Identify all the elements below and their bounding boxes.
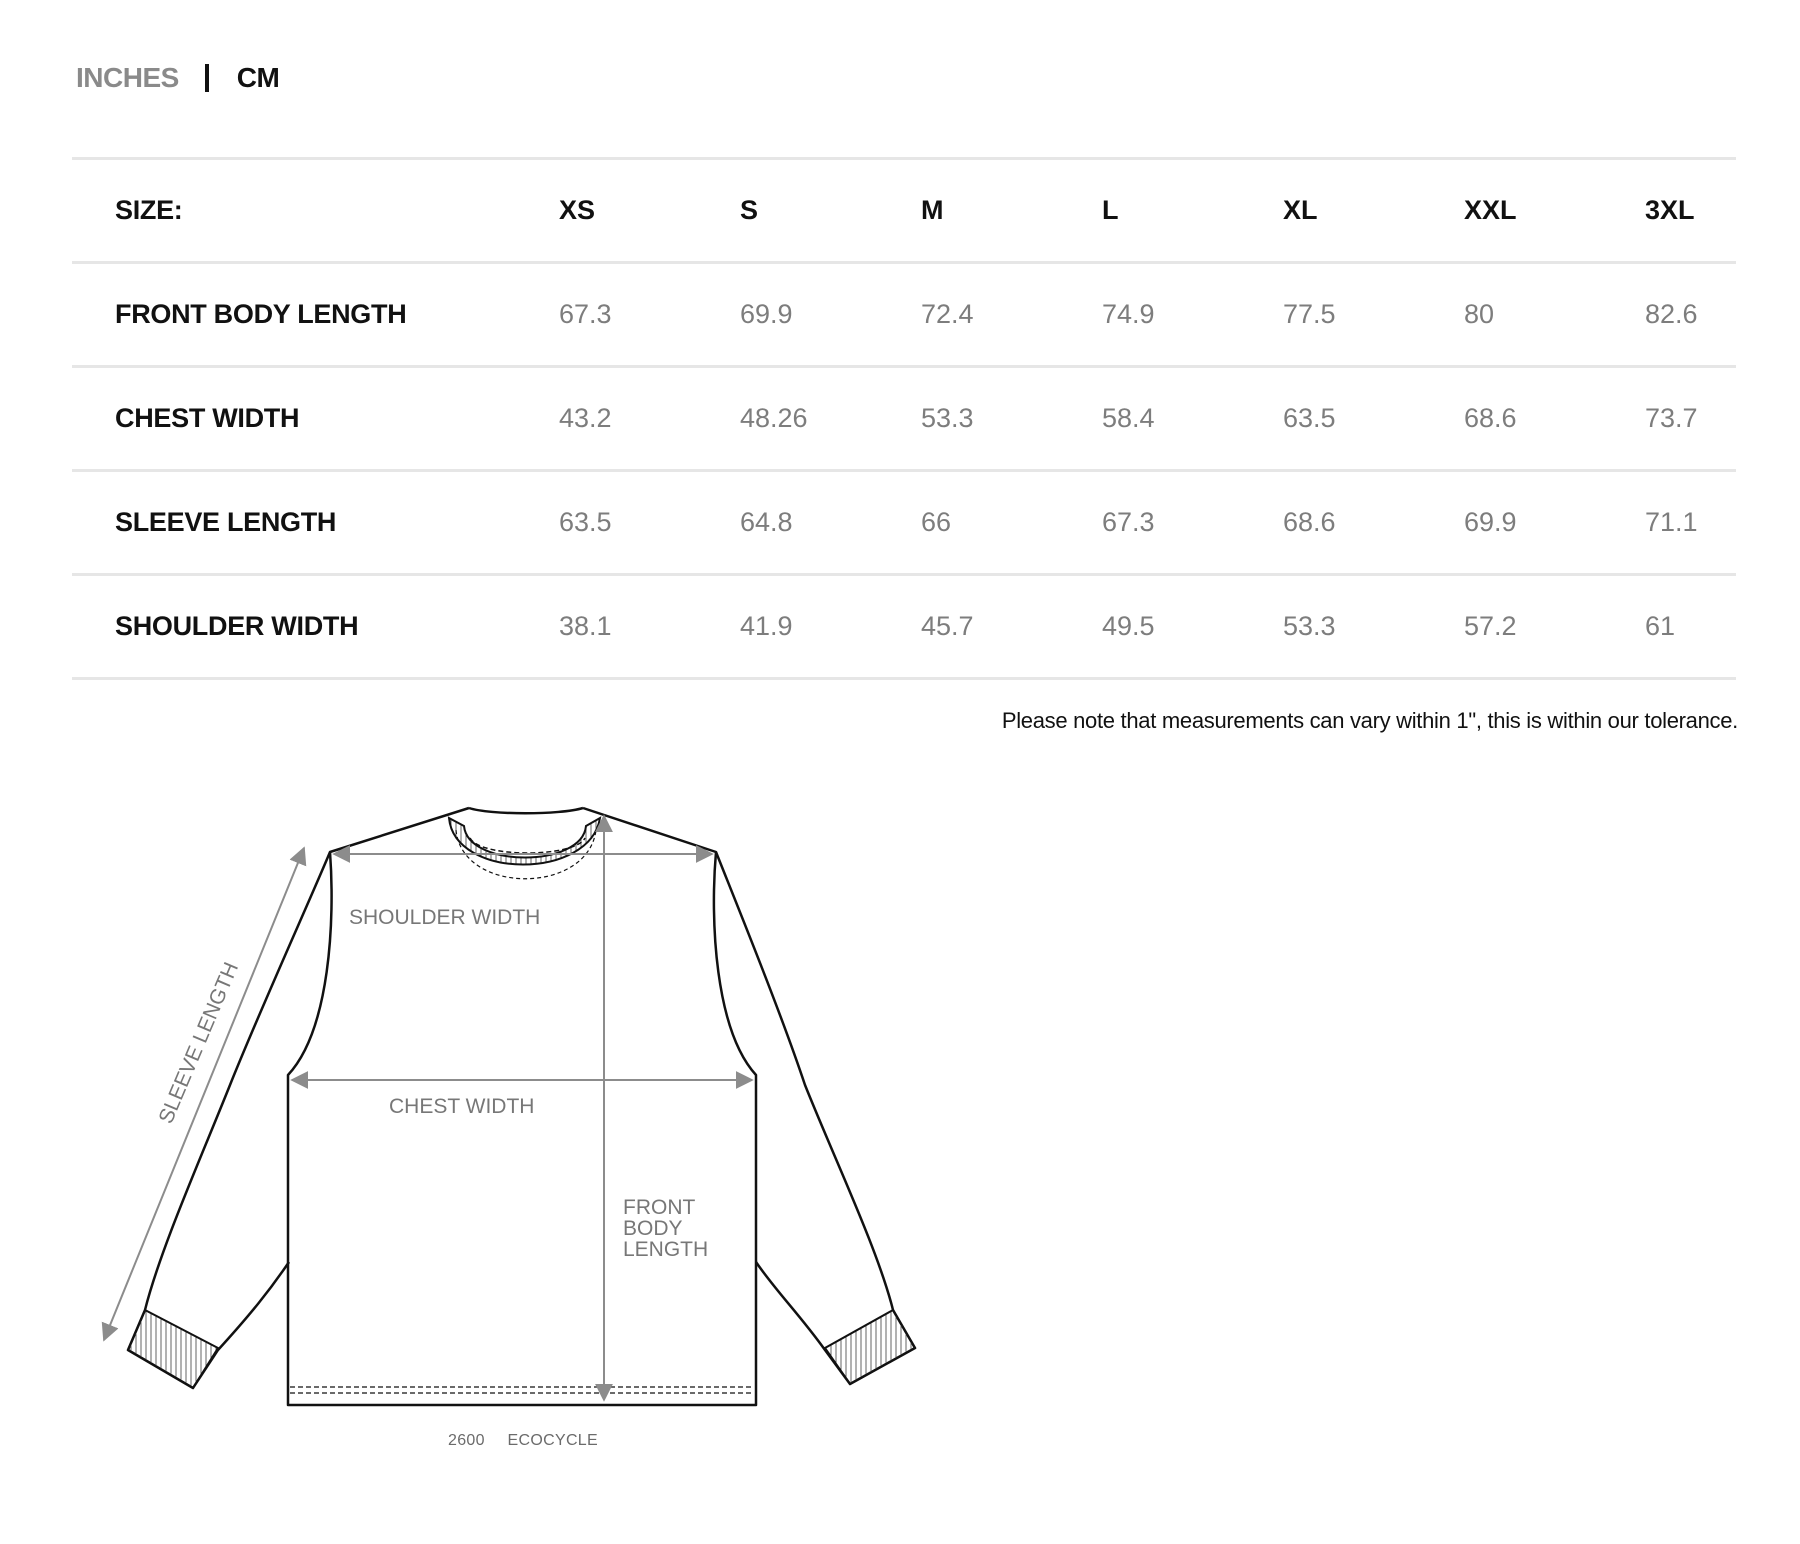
measurement-cell: 66 xyxy=(921,471,1102,575)
tolerance-note: Please note that measurements can vary within 1", this is within our tolerance. xyxy=(1001,708,1738,733)
style-number: 2600 xyxy=(448,1432,485,1449)
size-column-header: L xyxy=(1102,159,1283,263)
size-column-header: XL xyxy=(1283,159,1464,263)
size-column-header: XS xyxy=(559,159,740,263)
measurement-cell: 72.4 xyxy=(921,263,1102,367)
measurement-cell: 64.8 xyxy=(740,471,921,575)
shoulder-width-label: SHOULDER WIDTH xyxy=(349,906,541,929)
measurement-cell: 71.1 xyxy=(1645,471,1736,575)
measurement-cell: 68.6 xyxy=(1464,367,1645,471)
row-label: FRONT BODY LENGTH xyxy=(72,263,559,367)
measurement-cell: 69.9 xyxy=(1464,471,1645,575)
body-length-label-line1: FRONT xyxy=(623,1196,696,1219)
hem-stitch xyxy=(290,1387,754,1393)
measurement-cell: 77.5 xyxy=(1283,263,1464,367)
style-caption xyxy=(448,1432,598,1450)
size-column-header: XXL xyxy=(1464,159,1645,263)
measurement-cell: 53.3 xyxy=(1283,575,1464,679)
unit-inches-option[interactable]: INCHES xyxy=(76,62,179,93)
measurement-cell: 82.6 xyxy=(1645,263,1736,367)
measurement-cell: 80 xyxy=(1464,263,1645,367)
measurement-cell: 38.1 xyxy=(559,575,740,679)
measurement-cell: 48.26 xyxy=(740,367,921,471)
measurement-cell: 68.6 xyxy=(1283,471,1464,575)
collar-rib xyxy=(449,818,600,879)
measurement-cell: 49.5 xyxy=(1102,575,1283,679)
size-column-header: M xyxy=(921,159,1102,263)
measurement-cell: 69.9 xyxy=(740,263,921,367)
body-length-label-line2: BODY xyxy=(623,1217,683,1240)
sleeve-length-arrow xyxy=(104,848,304,1340)
measurement-cell: 67.3 xyxy=(559,263,740,367)
measurement-cell: 63.5 xyxy=(559,471,740,575)
cuff-rib xyxy=(128,1310,915,1388)
body-length-label-line3: LENGTH xyxy=(623,1238,709,1261)
measurement-cell: 63.5 xyxy=(1283,367,1464,471)
unit-cm-option[interactable]: CM xyxy=(236,62,280,93)
measurement-cell: 57.2 xyxy=(1464,575,1645,679)
row-label: CHEST WIDTH xyxy=(72,367,559,471)
row-label: SHOULDER WIDTH xyxy=(72,575,559,679)
measurement-cell: 73.7 xyxy=(1645,367,1736,471)
size-header-label: SIZE: xyxy=(72,159,559,263)
row-label: SLEEVE LENGTH xyxy=(72,471,559,575)
chest-width-label: CHEST WIDTH xyxy=(389,1095,535,1118)
measurement-cell: 53.3 xyxy=(921,367,1102,471)
measurement-cell: 41.9 xyxy=(740,575,921,679)
measurement-cell: 74.9 xyxy=(1102,263,1283,367)
measurement-cell: 58.4 xyxy=(1102,367,1283,471)
measurement-cell: 43.2 xyxy=(559,367,740,471)
size-column-header: S xyxy=(740,159,921,263)
sleeve-length-label: SLEEVE LENGTH xyxy=(154,958,244,1127)
measurement-cell: 61 xyxy=(1645,575,1736,679)
size-column-header: 3XL xyxy=(1645,159,1736,263)
measurement-cell: 45.7 xyxy=(921,575,1102,679)
style-name: ECOCYCLE xyxy=(507,1432,598,1449)
measurement-cell: 67.3 xyxy=(1102,471,1283,575)
